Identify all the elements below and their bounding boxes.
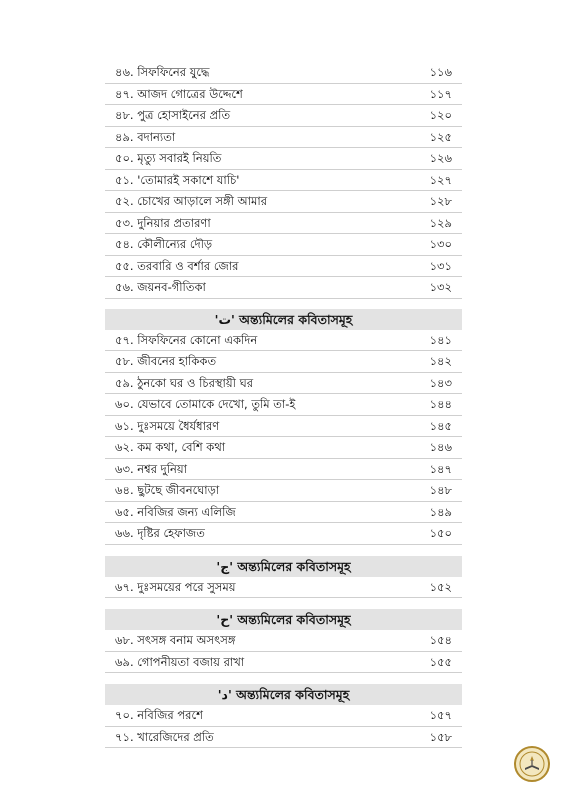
toc-page-number: ১২০ [429,108,452,122]
toc-page-number: ১২৯ [429,215,452,230]
toc-row[interactable] [105,330,462,352]
section-heading-jim: 'ج' অন্ত্যমিলের কবিতাসমূহ [105,556,462,577]
toc-row[interactable] [105,705,462,727]
toc-title: ৬৯. গোপনীয়তা বজায় রাখা [115,654,245,669]
toc-title: ৫৬. জয়নব-গীতিকা [115,280,206,294]
toc-row[interactable] [105,127,462,149]
toc-page-number: ১৪৩ [429,375,452,390]
toc-row[interactable] [105,105,462,127]
section-heading-ha: 'ح' অন্ত্যমিলের কবিতাসমূহ [105,609,462,630]
toc-row[interactable] [105,256,462,278]
toc-title: ৫২. চোখের আড়ালে সঙ্গী আমার [115,194,268,208]
toc-page-number: ১২৫ [429,129,452,144]
toc-page-number: ১৪৫ [429,418,452,433]
toc-group-4 [105,630,462,673]
toc-title: ৭০. নবিজির পরশে [115,708,203,722]
section-heading-dal: 'د' অন্ত্যমিলের কবিতাসমূহ [105,684,462,705]
toc-row[interactable] [105,630,462,652]
toc-row[interactable] [105,277,462,299]
toc-row[interactable] [105,234,462,256]
toc-row[interactable] [105,459,462,481]
toc-page-number: ১৫৭ [429,708,452,722]
toc-title: ৫৮. জীবনের হাকিকত [115,354,217,368]
toc-group-2 [105,330,462,545]
publisher-logo-icon [514,746,550,782]
toc-page-number: ১৪২ [429,354,452,368]
toc-title: ৬৬. দৃষ্টির হেফাজত [115,526,205,540]
toc-page-number: ১৪৪ [429,397,452,411]
toc-title: ৬৮. সৎসঙ্গ বনাম অসৎসঙ্গ [115,633,236,647]
toc-row[interactable] [105,84,462,106]
toc-row[interactable] [105,148,462,170]
toc-title: ৫৭. সিফফিনের কোনো একদিন [115,332,258,347]
toc-page-number: ১৪৭ [429,461,452,476]
toc-page-number: ১২৭ [429,172,452,187]
toc-title: ৬৭. দুঃসময়ের পরে সুসময় [115,579,236,594]
table-of-contents [105,62,462,748]
toc-title: ৬২. কম কথা, বেশি কথা [115,440,226,454]
toc-title: ৫১. 'তোমারই সকাশে যাচি' [115,172,240,187]
toc-row[interactable] [105,727,462,749]
toc-row[interactable] [105,373,462,395]
toc-row[interactable] [105,480,462,502]
toc-page-number: ১৫৪ [429,633,452,647]
toc-row[interactable] [105,191,462,213]
toc-title: ৪৯. বদান্যতা [115,129,176,144]
toc-title: ৬৩. নশ্বর দুনিয়া [115,461,187,476]
toc-title: ৫৩. দুনিয়ার প্রতারণা [115,215,211,230]
toc-row[interactable] [105,437,462,459]
toc-page-number: ১৩০ [429,237,452,251]
toc-row[interactable] [105,351,462,373]
toc-title: ৫০. মৃত্যু সবারই নিয়তি [115,151,222,165]
toc-page-number: ১৫০ [429,526,452,540]
toc-page-number: ১৫৫ [429,654,452,669]
toc-title: ৫৯. ঠুনকো ঘর ও চিরস্থায়ী ঘর [115,375,254,390]
toc-row[interactable] [105,416,462,438]
toc-page-number: ১৪৯ [429,504,452,519]
toc-row[interactable] [105,394,462,416]
toc-title: ৪৮. পুত্র হোসাইনের প্রতি [115,108,231,122]
toc-title: ৬০. যেভাবে তোমাকে দেখো, তুমি তা-ই [115,397,296,411]
toc-row[interactable] [105,62,462,84]
toc-page-number: ১৩১ [429,258,452,273]
toc-row[interactable] [105,577,462,599]
toc-title: ৭১. খারেজিদের প্রতি [115,729,214,744]
toc-page-number: ১৫৮ [429,729,452,744]
toc-row[interactable] [105,652,462,674]
toc-page-number: ১২৮ [429,194,452,208]
toc-title: ৫৫. তরবারি ও বর্শার জোর [115,258,239,273]
toc-title: ৪৬. সিফফিনের যুদ্ধে [115,65,210,79]
toc-row[interactable] [105,502,462,524]
toc-page-number: ১৪১ [429,332,452,347]
toc-page-number: ১৪৬ [429,440,452,454]
toc-title: ৬৪. ছুটছে জীবনঘোড়া [115,483,220,497]
toc-page-number: ১৫২ [429,579,452,594]
toc-row[interactable] [105,213,462,235]
toc-page-number: ১১৭ [429,86,452,101]
toc-row[interactable] [105,170,462,192]
toc-page-number: ১১৬ [429,65,452,79]
toc-title: ৪৭. আজদ গোত্রের উদ্দেশে [115,86,243,101]
toc-title: ৬৫. নবিজির জন্য এলিজি [115,504,236,519]
toc-title: ৬১. দুঃসময়ে ধৈর্যধারণ [115,418,220,433]
toc-page-number: ১২৬ [429,151,452,165]
toc-row[interactable] [105,523,462,545]
toc-title: ৫৪. কৌলীন্যের দৌড় [115,237,213,251]
toc-page-number: ১৩২ [429,280,452,294]
toc-page-number: ১৪৮ [429,483,452,497]
toc-group-1 [105,62,462,299]
toc-group-3 [105,577,462,599]
toc-group-5 [105,705,462,748]
section-heading-ta: 'ت' অন্ত্যমিলের কবিতাসমূহ [105,309,462,330]
